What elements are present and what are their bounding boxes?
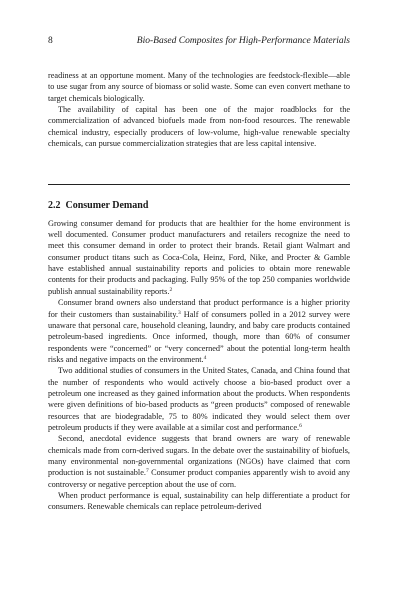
reference-marker: 4 xyxy=(203,354,207,361)
paragraph: readiness at an opportune moment. Many of the technologies are feedstock-flexible—able to use sugar from any source of biomass or solid waste. Some can even convert methane to target chemicals biologically. xyxy=(48,71,350,103)
paragraph xyxy=(48,218,350,297)
paragraph-text: Second, anecdotal evidence suggests that brand owners are wary of renewable chemicals made from corn-derived sugars. In the debate over the sustainability of biofuels, many environmental non-governmental organizations (NGOs) have claimed that corn production is not sustainable. xyxy=(48,434,350,478)
reference-marker: 6 xyxy=(299,422,302,429)
reference-marker: 3 xyxy=(178,309,181,316)
paragraph-text: When product performance is equal, sustainability can help differentiate a product for consumers. Renewable chemicals can replace petroleum-derived xyxy=(48,491,350,512)
section-heading xyxy=(48,200,350,211)
paragraph-text: Half of consumers polled in a 2012 survey were unaware that personal care, household cleaning, laundry, and baby care products contained petroleum-based ingredients. Once informed, though, more than 60% of consumer respondents were “concerned” or “very concerned” about the potential long-term health risks and negative impacts on the environment. xyxy=(48,309,350,364)
paragraph xyxy=(48,297,350,365)
paragraph xyxy=(48,365,350,433)
paragraph-text: Consumer product companies apparently wish to avoid any controversy or negative perception about the use of corn. xyxy=(48,468,350,489)
paragraph-text: Growing consumer demand for products that are healthier for the home environment is well documented. Consumer product manufacturers and retailers recognize the need to meet this consumer demand in order to protect their brands. Retail giant Walmart and consumer product titans such as Coca-Cola, Heinz, Ford, Nike, and Procter & Gamble have established annual sustainability reports and policies to obtain more renewable contents for their products and packaging. Fully 95% of the top 250 companies worldwide publish annual sustainability reports. xyxy=(48,218,350,296)
page-body xyxy=(48,70,350,513)
running-title: Bio-Based Composites for High-Performance Materials xyxy=(136,36,350,46)
section-divider xyxy=(48,184,350,185)
paragraph xyxy=(48,490,350,513)
paragraph: The availability of capital has been one of the major roadblocks for the commercialization of advanced biofuels made from non-food resources. The renewable chemical industry, especially producers of low-volume, high-value renewable specialty chemicals, can pursue commercialization strategies that are less capital intensive. xyxy=(48,105,350,149)
section-number: 2.2 xyxy=(48,200,61,212)
running-header xyxy=(48,36,350,48)
paragraph-text: Consumer brand owners also understand that product performance is a higher priority for their customers than sustainability. xyxy=(48,298,350,319)
paragraph xyxy=(48,433,350,490)
reference-marker: 2 xyxy=(169,286,173,293)
page-number: 8 xyxy=(48,36,53,46)
section-title: Consumer Demand xyxy=(65,200,149,212)
reference-marker: 7 xyxy=(145,468,149,475)
paragraph-text: Two additional studies of consumers in the United States, Canada, and China found that the number of respondents who would actively choose a bio-based product over a petroleum one increased as they gained information about the products. When respondents were given definitions of bio-based products as “green products” composed of renewable resources that are biodegradable, 75 to 80% indicated they would select them over petroleum products if they were available at a similar cost and performance. xyxy=(48,366,350,432)
